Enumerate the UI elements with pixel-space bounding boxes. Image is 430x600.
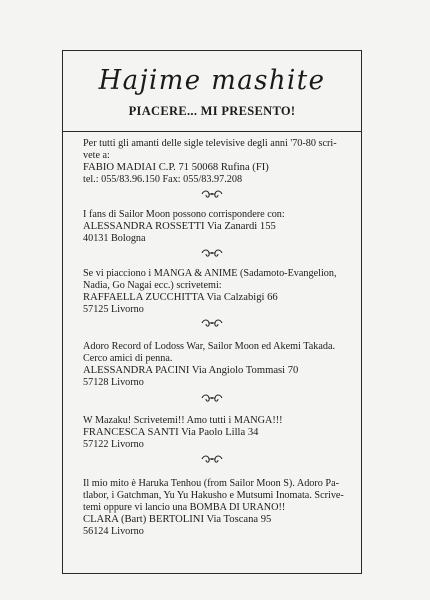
ornament-icon xyxy=(63,394,361,404)
contact-name: ALESSANDRA ROSSETTI Via Zanardi 155 xyxy=(83,221,276,232)
contact-city: 40131 Bologna xyxy=(83,233,146,244)
entry-text: Per tutti gli amanti delle sigle televisive degli anni '70-80 scri- xyxy=(83,138,337,149)
ornament-icon xyxy=(63,190,361,200)
contact-name: ALESSANDRA PACINI Via Angiolo Tommasi 70 xyxy=(83,365,299,376)
entry-2 xyxy=(83,209,345,245)
entry-text: Il mio mito è Haruka Tenhou (from Sailor Moon S). Adoro Pa- xyxy=(83,478,340,489)
contact-city: 56124 Livorno xyxy=(83,526,144,537)
entry-text: vete a: xyxy=(83,150,110,161)
contact-name: RAFFAELLA ZUCCHITTA Via Calzabigi 66 xyxy=(83,292,278,303)
header xyxy=(63,51,361,132)
contact-city: 57128 Livorno xyxy=(83,377,144,388)
contact-name: FABIO MADIAI C.P. 71 50068 Rufina (FI) xyxy=(83,162,269,173)
contact-city: 57125 Livorno xyxy=(83,304,144,315)
entry-text: Cerco amici di penna. xyxy=(83,353,173,364)
entry-5 xyxy=(83,415,345,451)
contact-name: FRANCESCA SANTI Via Paolo Lilla 34 xyxy=(83,427,259,438)
entry-text: Se vi piacciono i MANGA & ANIME (Sadamoto-Evangelion, xyxy=(83,268,337,279)
entry-1 xyxy=(83,138,345,186)
ornament-icon xyxy=(63,455,361,465)
contact-name: CLARA (Bart) BERTOLINI Via Toscana 95 xyxy=(83,514,272,525)
page-frame xyxy=(62,50,362,574)
entry-text: Nadia, Go Nagai ecc.) scrivetemi: xyxy=(83,280,222,291)
entry-text: tlabor, i Gatchman, Yu Yu Hakusho e Mutsumi Inomata. Scrive- xyxy=(83,490,344,501)
entry-4 xyxy=(83,341,345,389)
entry-text: temi oppure vi lancio una BOMBA DI URANO!! xyxy=(83,502,286,513)
page-title: Hajime mashite xyxy=(98,65,326,96)
ornament-icon xyxy=(63,319,361,329)
contact-city: 57122 Livorno xyxy=(83,439,144,450)
contact-phone: tel.: 055/83.96.150 Fax: 055/83.97.208 xyxy=(83,174,243,185)
page-subtitle: PIACERE... MI PRESENTO! xyxy=(128,104,296,118)
entry-text: Adoro Record of Lodoss War, Sailor Moon ed Akemi Takada. xyxy=(83,341,336,352)
entry-text: I fans di Sailor Moon possono corrispondere con: xyxy=(83,209,285,220)
entry-text: W Mazaku! Scrivetemi!! Amo tutti i MANGA!!! xyxy=(83,415,283,426)
ornament-icon xyxy=(63,249,361,259)
entry-6 xyxy=(83,478,345,538)
entry-3 xyxy=(83,268,345,316)
